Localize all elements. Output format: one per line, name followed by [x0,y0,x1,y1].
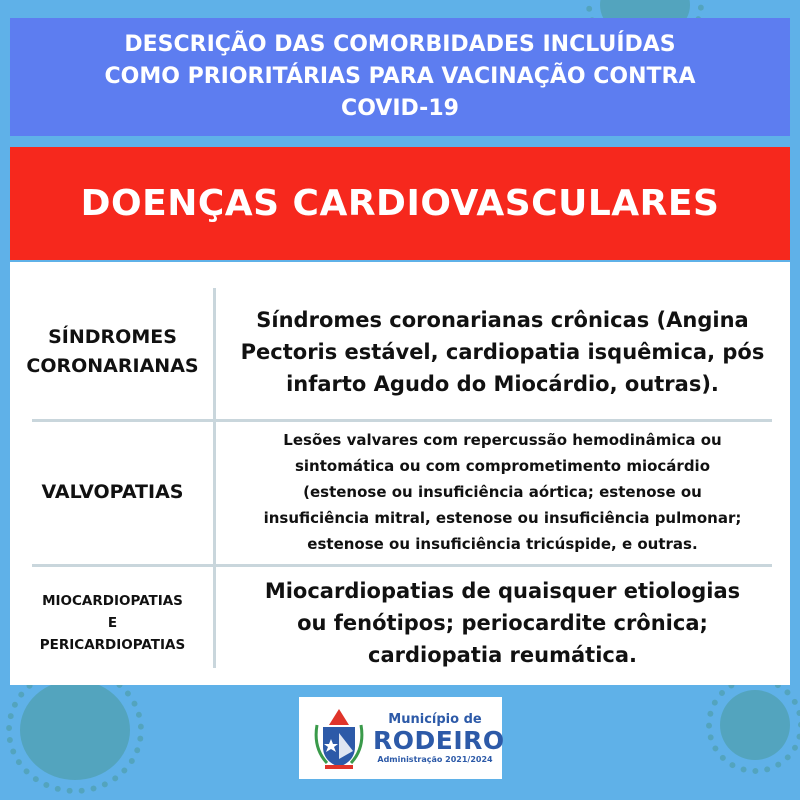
table-row [10,284,790,419]
municipal-coat-of-arms-icon [309,703,369,773]
description-line: estenose ou insuficiência tricúspide, e outras. [307,534,698,553]
description-line: sintomática ou com comprometimento miocárdio [294,456,710,475]
category-line: SÍNDROMES [48,325,177,348]
logo-subtitle: Administração 2021/2024 [377,755,493,764]
category-line: MIOCARDIOPATIAS [42,593,183,609]
header-line: COMO PRIORITÁRIAS PARA VACINAÇÃO CONTRA [104,64,696,89]
description-line: Miocardiopatias de quaisquer etiologias [264,579,741,603]
category-line: E [107,615,118,631]
header-line: COVID-19 [341,96,459,121]
description-line: (estenose ou insuficiência aórtica; estenose ou [303,482,702,501]
virus-decoration-icon [20,680,130,780]
category-line: CORONARIANAS [26,354,199,377]
municipality-logo [299,697,505,779]
category-line: VALVOPATIAS [41,480,184,503]
table-row [10,564,790,682]
category-cell [10,323,215,381]
description-cell [215,304,790,400]
table-row [10,420,790,563]
description-line: Pectoris estável, cardiopatia isquêmica, pós [240,339,765,364]
section-title: DOENÇAS CARDIOVASCULARES [80,183,720,224]
comorbidity-table [10,262,790,685]
logo-title: Município de [388,712,482,727]
description-cell [215,575,790,671]
description-line: Lesões valvares com repercussão hemodinâmica ou [283,430,722,449]
virus-decoration-icon [720,690,790,760]
description-line: insuficiência mitral, estenose ou insuficiência pulmonar; [263,508,742,527]
description-line: cardiopatia reumática. [368,643,637,667]
section-banner [10,147,790,260]
category-line: PERICARDIOPATIAS [39,637,186,653]
description-line: infarto Agudo do Miocárdio, outras). [286,371,719,396]
category-cell [10,481,215,503]
category-cell [10,590,215,656]
page-header [10,18,790,136]
description-line: ou fenótipos; periocardite crônica; [297,611,708,635]
description-cell [215,427,790,557]
header-line: DESCRIÇÃO DAS COMORBIDADES INCLUÍDAS [124,32,676,57]
description-line: Síndromes coronarianas crônicas (Angina [256,307,749,332]
logo-name: RODEIRO [373,726,505,755]
